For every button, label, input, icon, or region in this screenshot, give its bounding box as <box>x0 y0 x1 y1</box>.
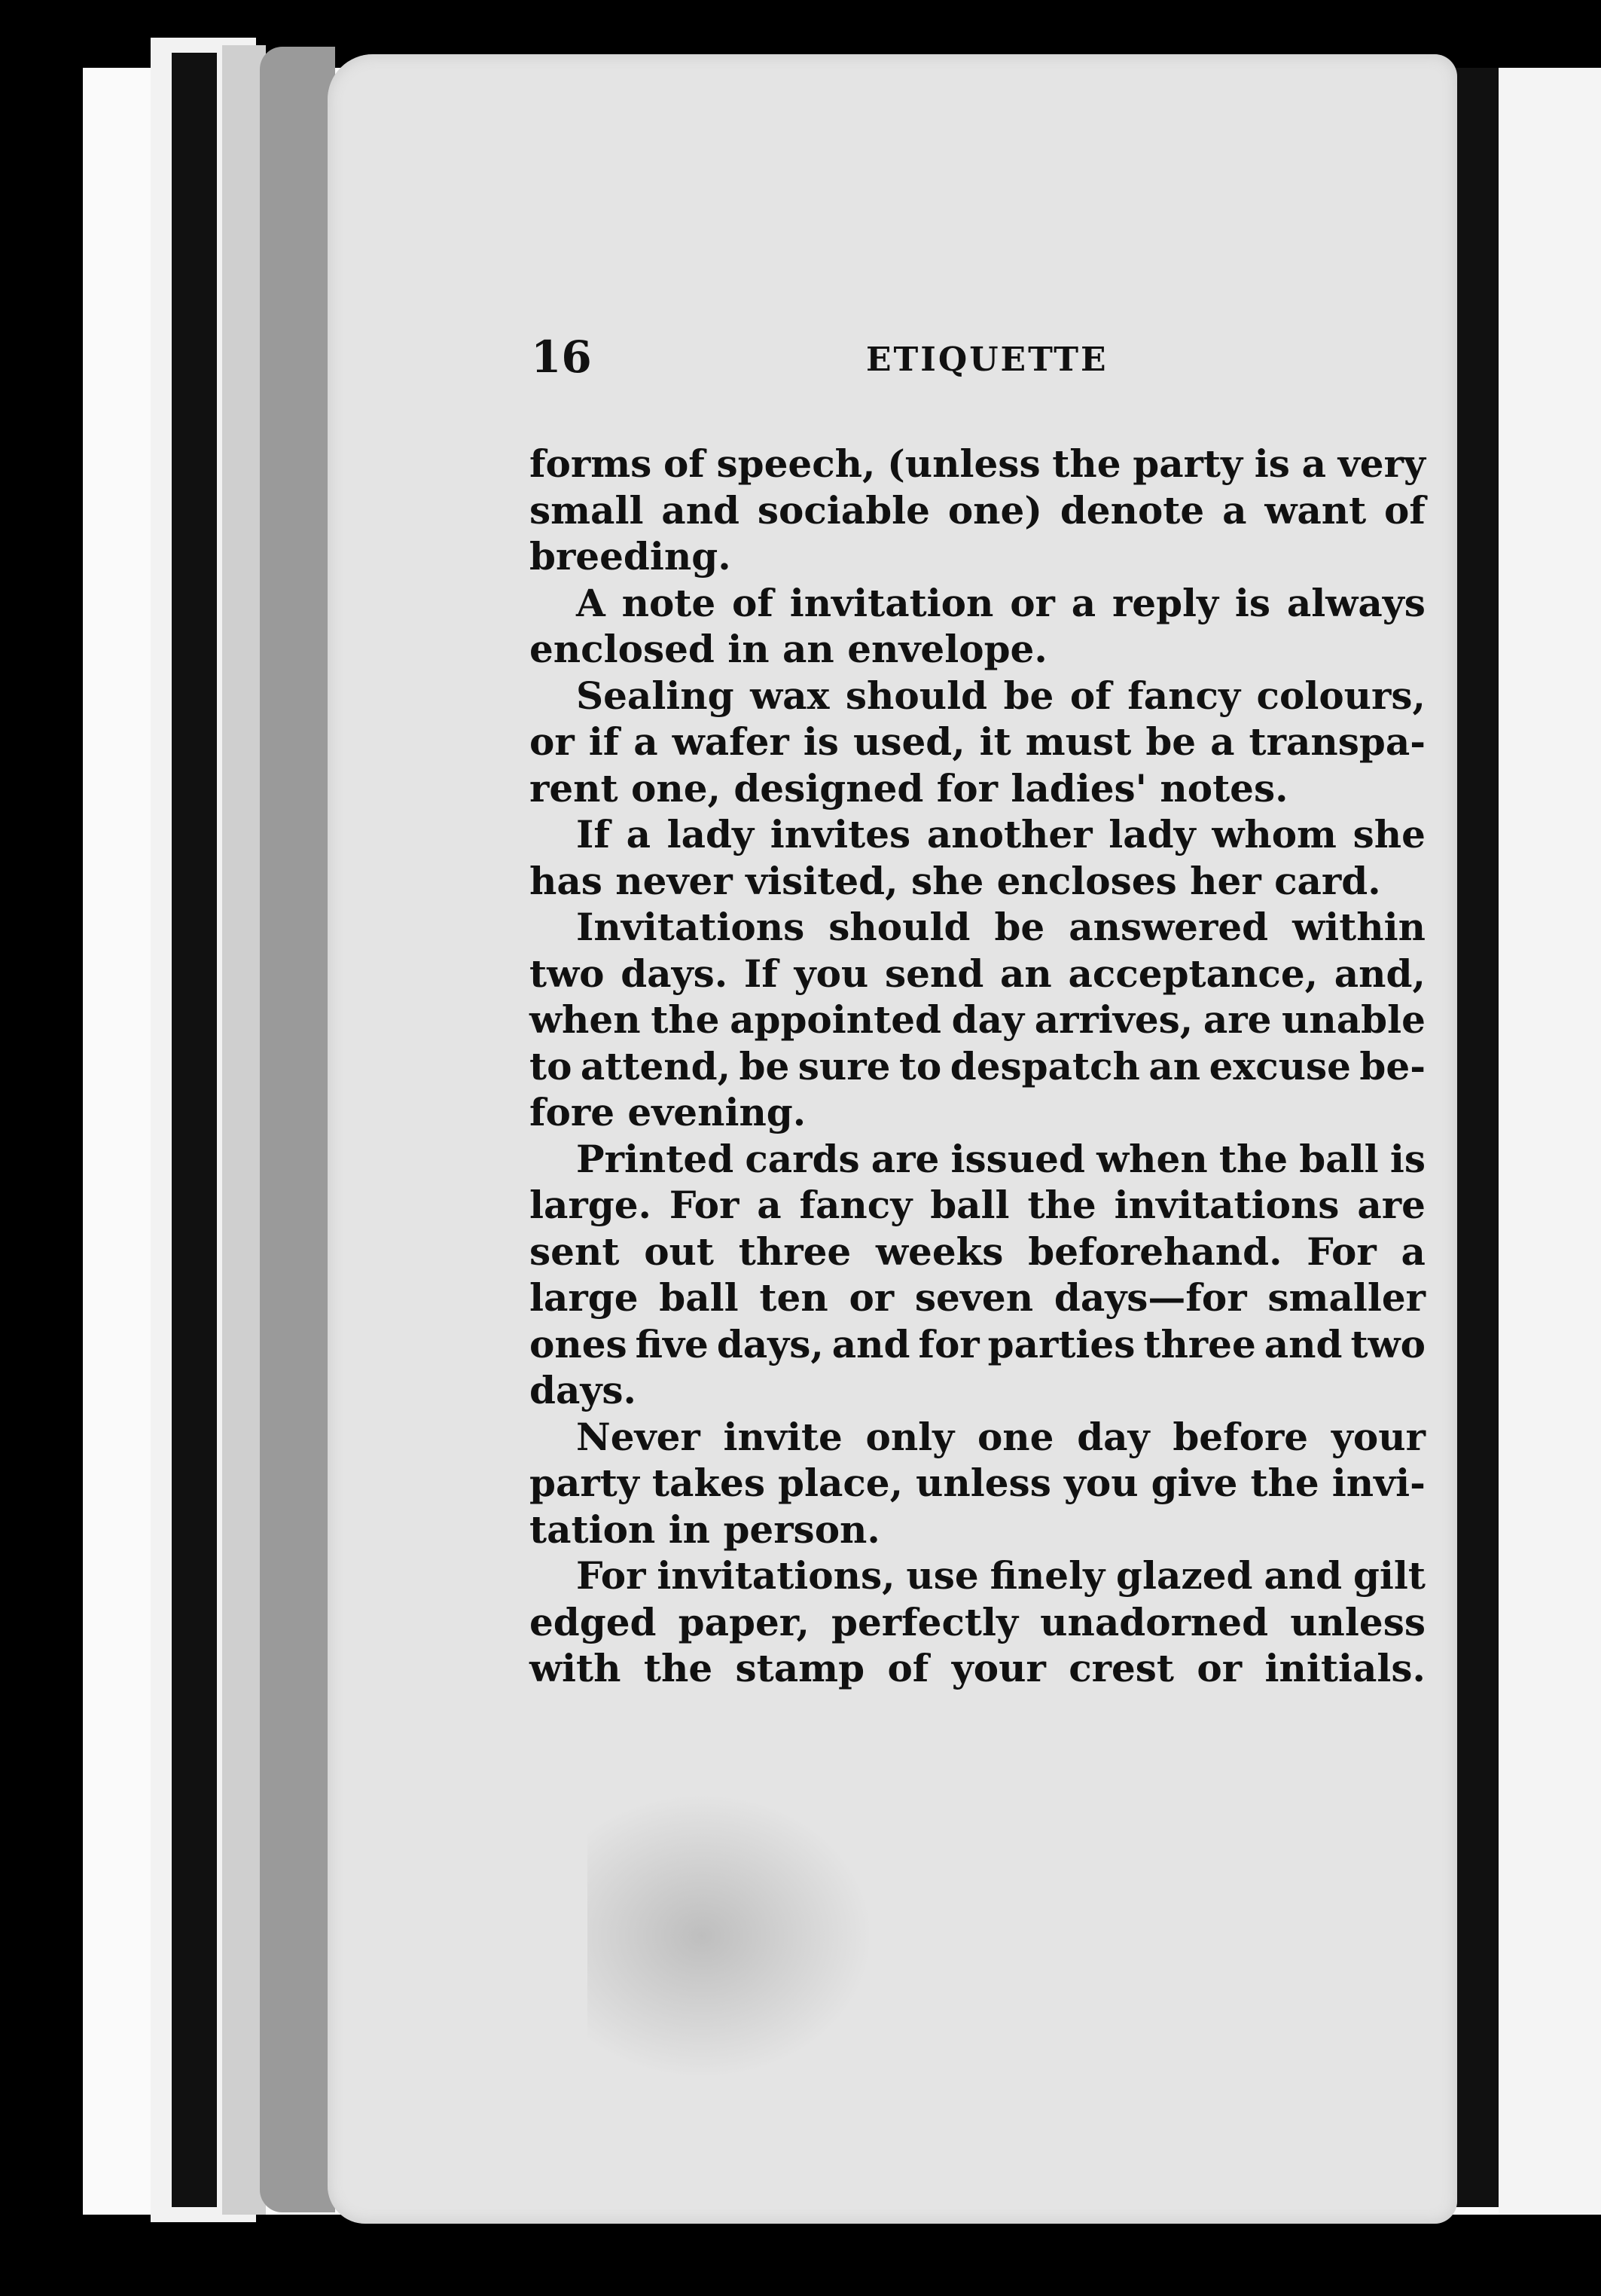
word: of <box>1384 487 1426 533</box>
word: the <box>1027 1183 1096 1227</box>
word: parties <box>987 1321 1136 1366</box>
word: Never <box>576 1414 700 1459</box>
word: a <box>626 812 651 856</box>
text-line <box>529 811 1426 858</box>
word: for <box>918 1321 980 1366</box>
word: is <box>1254 441 1290 486</box>
word: beforehand. <box>1028 1229 1282 1274</box>
word: is <box>803 719 839 764</box>
word: and <box>1264 1553 1343 1598</box>
word: For <box>669 1183 740 1227</box>
word: a <box>1210 719 1235 764</box>
word: unable <box>1282 997 1426 1042</box>
word: gilt <box>1352 1553 1426 1598</box>
word: an <box>1000 951 1052 996</box>
word: of <box>1069 673 1112 718</box>
word: If <box>576 812 610 856</box>
word: ten <box>759 1275 828 1320</box>
word: crest <box>1069 1646 1175 1690</box>
word: fancy <box>799 1183 913 1227</box>
word: only <box>865 1414 955 1459</box>
word: wax <box>750 673 830 718</box>
word: For <box>1307 1229 1377 1274</box>
text-line: tation in person. <box>529 1507 880 1552</box>
text-line: fore evening. <box>529 1090 807 1134</box>
text-line <box>529 441 1426 487</box>
word: invitation <box>789 580 994 625</box>
word: issued <box>950 1136 1085 1181</box>
word: glazed <box>1116 1553 1253 1598</box>
word: be <box>994 905 1045 949</box>
word: or <box>1010 580 1055 625</box>
text-line <box>529 1136 1426 1183</box>
text-line <box>529 1182 1426 1229</box>
word: For <box>576 1553 646 1598</box>
word: day <box>951 997 1025 1042</box>
word: the <box>651 997 720 1042</box>
word: day <box>1077 1414 1150 1459</box>
word: you <box>1063 1461 1139 1505</box>
word: Printed <box>576 1136 734 1181</box>
word: perfectly <box>831 1599 1019 1644</box>
word: whom <box>1212 812 1337 856</box>
word: stamp <box>735 1646 865 1690</box>
word: a <box>1222 487 1247 533</box>
word: colours, <box>1256 673 1426 718</box>
word: to <box>898 1043 942 1088</box>
word: fancy <box>1127 673 1241 718</box>
text-line <box>529 1321 1426 1368</box>
word: edged <box>529 1599 657 1644</box>
text-line <box>529 1645 1426 1692</box>
word: party <box>1133 441 1243 486</box>
page-stain <box>587 1793 874 2079</box>
word: be <box>1145 719 1197 764</box>
text-line <box>529 904 1426 951</box>
word: ones <box>529 1321 627 1366</box>
word: your <box>1331 1414 1426 1459</box>
text-line <box>529 719 1426 765</box>
word: finely <box>990 1553 1105 1598</box>
word: sent <box>529 1229 620 1274</box>
right-margin <box>1499 68 1601 2215</box>
word: a <box>757 1183 782 1227</box>
word: be <box>739 1043 790 1088</box>
word: days—for <box>1054 1275 1247 1320</box>
word: use <box>906 1553 979 1598</box>
word: give <box>1151 1461 1238 1505</box>
word: party <box>529 1461 639 1505</box>
word: or <box>849 1275 895 1320</box>
word: despatch <box>950 1043 1140 1088</box>
text-line <box>529 580 1426 627</box>
word: invites <box>770 812 911 856</box>
running-title: ETIQUETTE <box>866 340 1109 379</box>
word: excuse <box>1209 1043 1351 1088</box>
word: one) <box>947 487 1042 533</box>
word: transpa- <box>1249 719 1426 764</box>
word: and <box>661 487 740 533</box>
word: three <box>738 1229 852 1274</box>
word: are <box>1357 1183 1426 1227</box>
word: sure <box>797 1043 891 1088</box>
page-number: 16 <box>531 331 592 383</box>
word: are <box>1203 997 1272 1042</box>
word: note <box>621 580 716 625</box>
word: ball <box>930 1183 1010 1227</box>
word: invi- <box>1331 1461 1426 1505</box>
word: two <box>1350 1321 1426 1366</box>
word: cards <box>745 1136 860 1181</box>
word: or <box>1197 1646 1243 1690</box>
word: very <box>1337 441 1426 486</box>
word: and <box>1264 1321 1343 1366</box>
word: be <box>1003 673 1054 718</box>
word: three <box>1143 1321 1256 1366</box>
word: place, <box>778 1461 904 1505</box>
text-line <box>529 487 1426 534</box>
text-line <box>529 1553 1426 1599</box>
word: attend, <box>580 1043 731 1088</box>
word: invitations <box>1114 1183 1340 1227</box>
word: denote <box>1060 487 1205 533</box>
text-line <box>529 673 1426 719</box>
word: it <box>979 719 1011 764</box>
word: unadorned <box>1040 1599 1269 1644</box>
word: is <box>1234 580 1271 625</box>
word: one <box>977 1414 1054 1459</box>
word: is <box>1389 1136 1426 1181</box>
word: be- <box>1359 1043 1426 1088</box>
word: invite <box>723 1414 843 1459</box>
word: a <box>1071 580 1096 625</box>
word: with <box>529 1646 621 1690</box>
word: the <box>1052 441 1121 486</box>
word: an <box>1148 1043 1201 1088</box>
word: want <box>1264 487 1367 533</box>
word: days. <box>621 951 728 996</box>
word: must <box>1025 719 1132 764</box>
word: appointed <box>730 997 941 1042</box>
word: paper, <box>678 1599 810 1644</box>
word: another <box>926 812 1093 856</box>
word: invitations, <box>657 1553 895 1598</box>
word: a <box>1401 1229 1426 1274</box>
word: acceptance, <box>1068 951 1319 996</box>
word: two <box>529 951 605 996</box>
word: unless <box>916 1461 1051 1505</box>
text-line <box>529 1599 1426 1646</box>
text-line: has never visited, she encloses her card. <box>529 858 1381 903</box>
word: A <box>576 580 605 625</box>
word: smaller <box>1267 1275 1426 1320</box>
text-line <box>529 997 1426 1043</box>
word: of <box>732 580 773 625</box>
word: reply <box>1112 580 1219 625</box>
word: small <box>529 487 644 533</box>
text-line: days. <box>529 1368 636 1412</box>
word: and <box>831 1321 910 1366</box>
word: Invitations <box>576 905 805 949</box>
word: seven <box>914 1275 1034 1320</box>
book-spine-shadow <box>172 53 217 2207</box>
word: your <box>951 1646 1046 1690</box>
word: or <box>529 719 575 764</box>
word: (unless <box>887 441 1041 486</box>
word: Sealing <box>576 673 734 718</box>
word: unless <box>1290 1599 1426 1644</box>
word: lady <box>666 812 755 856</box>
word: out <box>644 1229 715 1274</box>
word: the <box>643 1646 713 1690</box>
word: large <box>529 1275 639 1320</box>
word: used, <box>852 719 965 764</box>
word: initials. <box>1264 1646 1426 1690</box>
word: and, <box>1334 951 1426 996</box>
word: a <box>1301 441 1327 486</box>
word: takes <box>651 1461 765 1505</box>
word: within <box>1292 905 1426 949</box>
body-text <box>529 441 1426 1692</box>
word: you <box>794 951 869 996</box>
word: should <box>845 673 988 718</box>
text-line <box>529 1414 1426 1461</box>
text-line <box>529 1229 1426 1275</box>
word: of <box>663 441 705 486</box>
word: wafer <box>672 719 789 764</box>
word: forms <box>529 441 652 486</box>
word: a <box>633 719 658 764</box>
page-header <box>531 331 1435 399</box>
word: send <box>885 951 984 996</box>
text-line <box>529 1275 1426 1321</box>
page-stack-edge-inner <box>260 47 335 2212</box>
word: if <box>588 719 620 764</box>
text-line: rent one, designed for ladies' notes. <box>529 765 1288 811</box>
text-line: breeding. <box>529 534 731 579</box>
word: ball <box>1299 1136 1379 1181</box>
text-line: enclosed in an envelope. <box>529 627 1048 671</box>
word: always <box>1286 580 1426 625</box>
word: If <box>743 951 778 996</box>
word: large. <box>529 1183 651 1227</box>
word: to <box>529 1043 572 1088</box>
word: she <box>1352 812 1426 856</box>
word: lady <box>1109 812 1196 856</box>
word: of <box>887 1646 929 1690</box>
word: ball <box>659 1275 739 1320</box>
word: answered <box>1069 905 1269 949</box>
word: before <box>1173 1414 1309 1459</box>
word: when <box>529 997 641 1042</box>
word: sociable <box>757 487 930 533</box>
word: when <box>1096 1136 1208 1181</box>
word: days, <box>716 1321 824 1366</box>
word: the <box>1218 1136 1288 1181</box>
word: arrives, <box>1034 997 1194 1042</box>
word: the <box>1250 1461 1319 1505</box>
word: are <box>871 1136 940 1181</box>
text-line <box>529 1460 1426 1507</box>
word: five <box>635 1321 709 1366</box>
word: speech, <box>716 441 876 486</box>
text-line <box>529 1043 1426 1090</box>
text-line <box>529 951 1426 997</box>
word: should <box>828 905 971 949</box>
word: weeks <box>876 1229 1004 1274</box>
cover-edge <box>1453 68 1499 2207</box>
